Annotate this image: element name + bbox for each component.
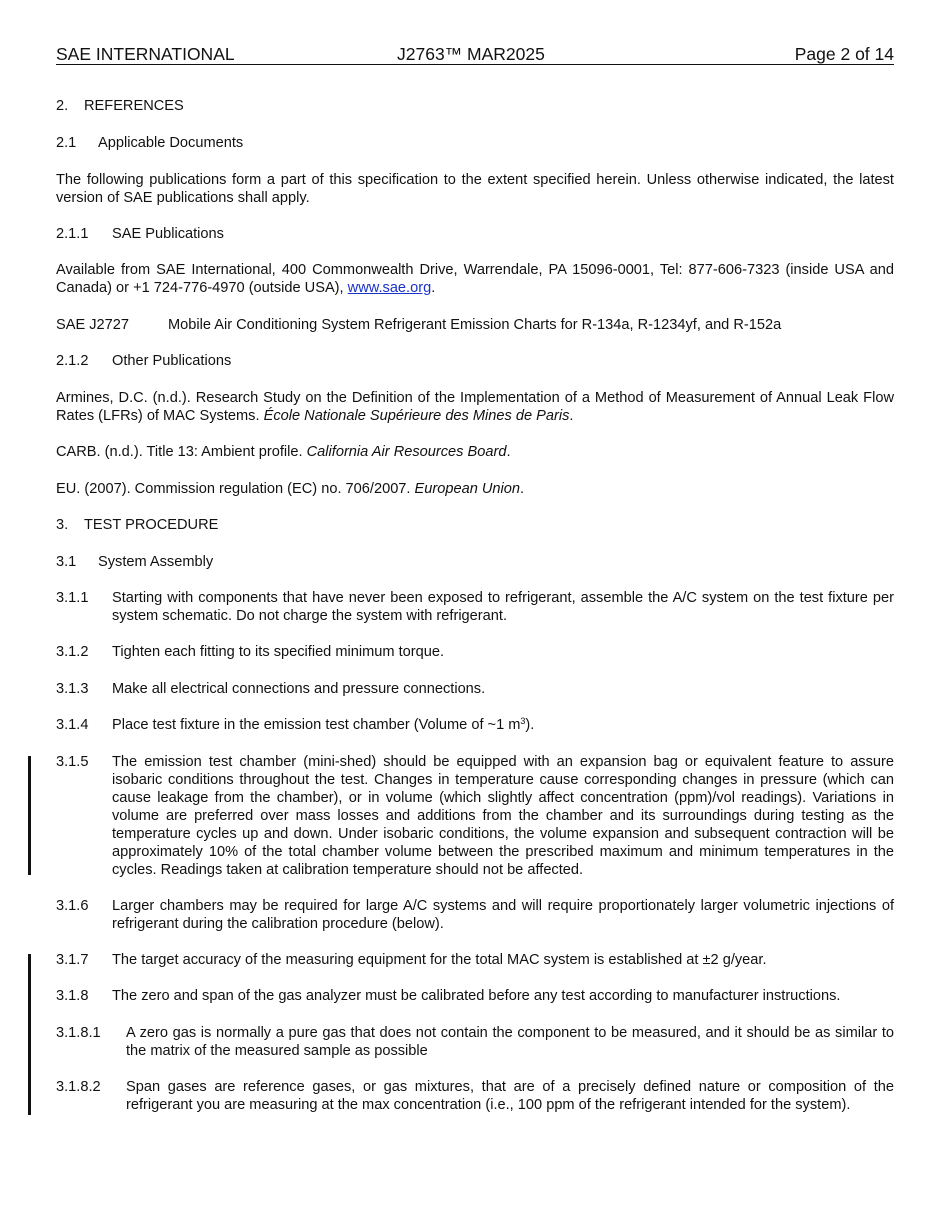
item-text: The zero and span of the gas analyzer must be calibrated before any test according to manufacturer instructions. bbox=[112, 988, 841, 1004]
item-number: 3.1.7 bbox=[56, 952, 89, 968]
item-text: Starting with components that have never been exposed to refrigerant, assemble the A/C system on the test fixture per system schematic. Do not charge the system with refrigerant. bbox=[112, 590, 894, 624]
item-number: 3.1.2 bbox=[56, 644, 89, 660]
section-2-1-number: 2.1 bbox=[56, 135, 77, 151]
sae-availability-paragraph: Available from SAE International, 400 Commonwealth Drive, Warrendale, PA 15096-0001, Tel: 877-606-7323 (inside USA and Canada) or +1 724-776-4970 (outside USA), www.sae.org. bbox=[56, 262, 894, 296]
item-number: 3.1.4 bbox=[56, 717, 89, 733]
reference-armines-source: École Nationale Supérieure des Mines de Paris bbox=[263, 408, 570, 424]
item-text: The emission test chamber (mini-shed) should be equipped with an expansion bag or equivalent feature to assure isobaric conditions throughout the test. Changes in temperature cause corresponding changes in pressure (which can cause leakage from the chamber), or in volume (which slightly affect concentration (ppm)/vol readings). Variations in volume are preferred over mass losses and additions from the chamber and its surroundings during testing as the temperature cycles up and down. Under isobaric conditions, the volume expansion and subsequent contraction will be approximately 10% of the total chamber volume between the prescribed maximum and minimum temperatures in the cycles. Readings taken at calibration temperature should not be affected. bbox=[112, 754, 894, 878]
section-2-number: 2. bbox=[56, 98, 69, 114]
section-2-1-body: The following publications form a part of this specification to the extent specified herein. Unless otherwise indicated, the latest version of SAE publications shall apply. bbox=[56, 172, 894, 206]
item-text: Larger chambers may be required for large A/C systems and will require proportionately larger volumetric injections of refrigerant during the calibration procedure (below). bbox=[112, 898, 894, 932]
item-text-tail: ). bbox=[525, 717, 535, 733]
reference-carb-text: CARB. (n.d.). Title 13: Ambient profile. bbox=[56, 444, 307, 460]
item-number: 3.1.8.2 bbox=[56, 1079, 101, 1095]
revision-bar bbox=[28, 954, 31, 1115]
reference-armines: Armines, D.C. (n.d.). Research Study on the Definition of the Implementation of a Method of Measurement of Annual Leak Flow Rates (LFRs) of MAC Systems. École Nationale Supérieure des Mines de Paris. bbox=[56, 390, 894, 424]
section-3-1-number: 3.1 bbox=[56, 554, 77, 570]
section-2-title: REFERENCES bbox=[84, 98, 184, 114]
reference-carb: CARB. (n.d.). Title 13: Ambient profile. California Air Resources Board. bbox=[56, 444, 511, 460]
item-number: 3.1.3 bbox=[56, 681, 89, 697]
item-number: 3.1.6 bbox=[56, 898, 89, 914]
item-number: 3.1.8.1 bbox=[56, 1025, 101, 1041]
reference-eu-source: European Union bbox=[414, 481, 521, 497]
section-2-1-2-title: Other Publications bbox=[112, 353, 232, 369]
section-2-1-title: Applicable Documents bbox=[98, 135, 244, 151]
section-3-title: TEST PROCEDURE bbox=[84, 517, 219, 533]
reference-carb-source: California Air Resources Board bbox=[306, 444, 507, 460]
sae-reference-title: Mobile Air Conditioning System Refrigerant Emission Charts for R-134a, R-1234yf, and R-152a bbox=[168, 317, 782, 333]
sae-website-link[interactable]: www.sae.org bbox=[347, 280, 432, 296]
item-number: 3.1.1 bbox=[56, 590, 89, 606]
revision-bar bbox=[28, 756, 31, 875]
item-text: A zero gas is normally a pure gas that does not contain the component to be measured, and it should be as similar to the matrix of the measured sample as possible bbox=[126, 1025, 894, 1059]
header-page-number: Page 2 of 14 bbox=[794, 44, 894, 64]
sae-availability-text: Available from SAE International, 400 Commonwealth Drive, Warrendale, PA 15096-0001, Tel: 877-606-7323 (inside USA and Canada) or +1 724-776-4970 (outside USA), bbox=[56, 262, 894, 296]
reference-eu-text: EU. (2007). Commission regulation (EC) no. 706/2007. bbox=[56, 481, 415, 497]
item-text: Make all electrical connections and pressure connections. bbox=[112, 681, 486, 697]
reference-armines-text: Armines, D.C. (n.d.). Research Study on the Definition of the Implementation of a Method of Measurement of Annual Leak Flow Rates (LFRs) of MAC Systems. bbox=[56, 390, 894, 424]
superscript-exponent: 3 bbox=[520, 716, 526, 726]
header-document-id: J2763™ MAR2025 bbox=[397, 44, 545, 64]
section-3-number: 3. bbox=[56, 517, 69, 533]
item-text bbox=[112, 716, 894, 734]
section-2-1-2-number: 2.1.2 bbox=[56, 353, 89, 369]
item-number: 3.1.8 bbox=[56, 988, 89, 1004]
item-text: Span gases are reference gases, or gas mixtures, that are of a precisely defined nature or composition of the refrigerant you are measuring at the max concentration (i.e., 100 ppm of the refrigerant intended for the system). bbox=[126, 1079, 894, 1113]
reference-eu: EU. (2007). Commission regulation (EC) no. 706/2007. European Union. bbox=[56, 481, 525, 497]
section-2-1-1-title: SAE Publications bbox=[112, 226, 224, 242]
page-header bbox=[56, 44, 894, 65]
item-text: The target accuracy of the measuring equipment for the total MAC system is established at ±2 g/year. bbox=[112, 952, 767, 968]
section-2-1-1-number: 2.1.1 bbox=[56, 226, 89, 242]
header-organization: SAE INTERNATIONAL bbox=[56, 44, 235, 64]
section-3-1-title: System Assembly bbox=[98, 554, 214, 570]
item-text: Tighten each fitting to its specified minimum torque. bbox=[112, 644, 445, 660]
item-number: 3.1.5 bbox=[56, 754, 89, 770]
sae-reference-code: SAE J2727 bbox=[56, 317, 130, 333]
item-text-main: Place test fixture in the emission test chamber (Volume of ~1 m bbox=[112, 717, 521, 733]
